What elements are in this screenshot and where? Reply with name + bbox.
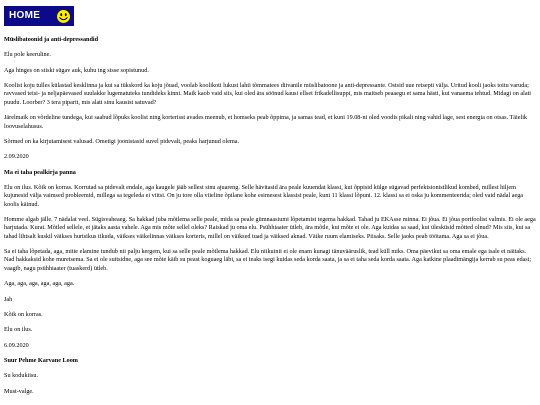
post-paragraph: Sõrmed on ka kirjutamisest valusad. Ometigi joonistasid suvel pidevalt, peaks harjunud olema.: [4, 137, 240, 145]
post-title: Müslibatoonid ja anti-depressandid: [4, 36, 99, 43]
blog-post: [4, 36, 536, 162]
post-date: 2.09.2020: [4, 153, 29, 161]
post-paragraph: Su kodukiisu.: [4, 372, 39, 380]
post-paragraph: Koolist koju tulles külastad kesklinna ja kui sa tükskord ka koju jõuad, voolab koolikoti lukust lahti tõmmatees diivanile müslibatoone ja anti-depressante. Ostsid uue retsepti välja. Uritud kooli jaoks toitu varuda; ravvased teisi- ja neljapäevased suulakke lugematuteks tundideks kinni. Maik kaob vaid siis, kui oled ära söönud kausi ellset frikadellisuppi, mis maitseb peaaegu et sama hästi, kui vanaema tehtud. Midagi on alati puudu. Loorber? 3 tera piparit, mis alati sinu kausist satuvad?: [4, 82, 532, 106]
post-paragraph: Kõik on korras.: [4, 310, 43, 318]
post-paragraph: Aga hinges on siiski sügav auk, kuhu ing sisse sopistunud.: [4, 66, 149, 74]
post-paragraph: Elu on ilus. Kõik on korras. Korrutad sa pidevalt endale, aga kaugele jääb sellest sinu ajuareng. Selle hävitasid ära peale kuuendat klassi, kui õppisid külge sügavad perfektsionistlikud kombed, millest hiljem kujunesid välja vaimsed probleemid, millega sa tegeleda ei viitsi. On ju tore olla viieline õpilane kohe esimesest klassist peale, kuni 11 klassi lõpuni. 12. klassi sa ei oska ju kommenteerida; oled vaid nädal aega koolis käinud.: [4, 183, 524, 208]
home-button-label: HOME: [9, 10, 41, 22]
post-title: Ma ei taha pealkirja panna: [4, 168, 76, 176]
blog-post: [4, 357, 536, 396]
post-paragraph: Must-valge.: [4, 387, 34, 395]
home-button[interactable]: [4, 6, 74, 26]
post-paragraph: Jah: [4, 295, 13, 303]
post-paragraph: Elu on ilus.: [4, 326, 33, 334]
post-paragraph: Elu pole keeruline.: [4, 51, 51, 59]
post-date: 6.09.2020: [4, 341, 29, 349]
smiley-face-icon: [56, 9, 71, 24]
post-paragraph: Järelmaik on võrdeline tundega, kui saabud lõpuks koolist ning korterisst avades meenub, et homseks peab õppima, ja samas tead, et kuni 19.08-ni oled voodis pikali ning vahid lage, sest energia on otsas. Täielik loovuselahusus.: [4, 114, 528, 130]
post-paragraph: Homme algab jälle. 7 nädalat veel. Sügisvaheaeg. Sa hakkad juba mõtlema selle peale, mida sa peale gümnaasiumi lõpetamist tegema hakkad. Tahad ju EKAsse minna. Ei jõua. Ei jõua portfoolist valmis. Ei ole aega harjutada. Kurat. Mõtled sellele, et jätaks aasta vahele. Aga mis mõte sellel oleks? Raiskad ju oma elu. Psühhiaater ütleb, ära mõtle, kui mõte ei ole. Aga kuidas sa saad, kui ülesküsid mõtted olnud? Mis siis, kui sa tahad lihtsalt kuskil väikses hurtsikus tikuda, väikses väikelinnas väikses korteris, millel on väiksed tuad ja väiksed aknad. Väike ruum elamiseks. Piisaks. Selle jaoks peab töötama. Aga sa ei jõua.: [4, 216, 536, 240]
blog-post: [4, 169, 536, 350]
post-paragraph: Aga, aga, aga, aga, aga, aga.: [4, 280, 75, 288]
post-paragraph: Sa ei taha lõpetada, aga, mitte elamine tundub nii palju kergem, kui sa selle peale mõtlema hakkad. Elu niikuinii ei ole enam kunagi tänuvääruslik, tead küll miks. Oma päevikut sa oma emale ega isale ei näitaks. Nad hakkaksid kohe muretsema. Sa ei ole suitsidne, aga see mõte käib su peast koguaeg läbi, sa ei teaks isegi kuidas seda korda saata, ja sa ei taha seda korda saata. Aga katkine plaadimängija kerrab su peas edasi; vaagib, nagu psühhiaater (tuaskerd) ütleb.: [4, 248, 532, 272]
post-title: Suur Pehme Karvane Loom: [4, 356, 78, 364]
